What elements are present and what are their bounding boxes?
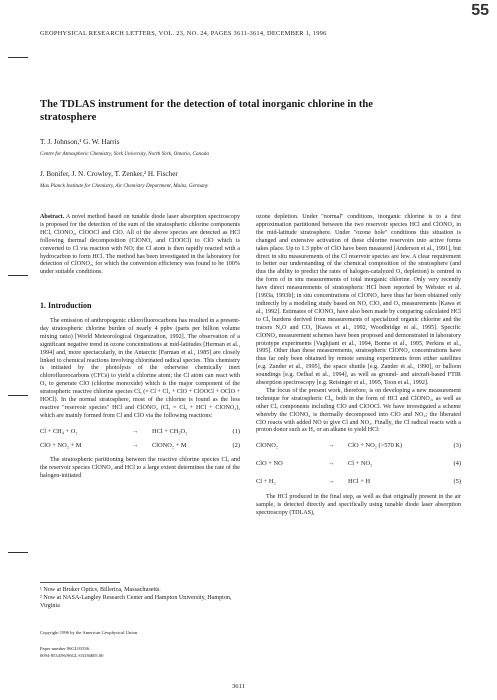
author-block-2 — [40, 170, 208, 189]
abstract — [40, 214, 240, 277]
author-names: T. J. Johnson,¹ G. W. Harris — [40, 138, 120, 146]
running-head — [40, 30, 455, 37]
arrow: → — [328, 478, 335, 486]
author-affiliation: Max Planck Institute for Chemistry, Air Chemistry Department, Mainz, Germany — [40, 183, 209, 189]
equation-lhs: Cl + CH₄ + O₂ — [40, 427, 78, 435]
equation-lhs: Cl + H₂ — [256, 478, 276, 486]
handwritten-page-mark: 55 — [471, 2, 489, 19]
equation-number: (2) — [232, 441, 240, 449]
right-column — [256, 214, 461, 518]
paragraph: The emission of anthropogenic chlorofluorocarbons has resulted in a present-day stratospheric chlorine burden of nearly 4 ppbv (parts per billion volume mixing ratio) [World Meteorological Organization, 1992]. The observation of a significant negative trend in ozone concentrations at mid-latitudes [Herman et al., 1994] and, more spectacularly, in the Antarctic [Farman et al., 1985] are closely linked to chemical reactions involving chlorinated radical species. This chemistry is initiated by the photolysis of the otherwise chemically inert chlorofluorocarbons (CFCs) to yield a chlorine atom; the Cl atom can react with O₃ to generate ClO (chlorine monoxide) which is the major component of the stratospheric reactive chlorine species Clₓ (= Cl + Cl₂ + ClO + ClOOCl + OClO + HOCl). In the normal stratosphere, most of the chlorine is found as the less reactive "reservoir species" HCl and ClONO₂ (Clᵧ = Clₓ + HCl + ClONO₂), which are mainly formed from Cl and ClO via the following reactions: — [40, 318, 240, 419]
footnote-1: ¹ Now at Bruker Optics, Billerica, Massachusetts. — [40, 587, 161, 593]
equation-3 — [256, 442, 461, 451]
author-block-1 — [40, 138, 209, 157]
margin-mark — [8, 552, 28, 554]
equation-5 — [256, 478, 461, 487]
journal-citation: GEOPHYSICAL RESEARCH LETTERS, VOL. 23, NO. 24, PAGES 3611-3614, DECEMBER 1, 1996 — [40, 30, 327, 37]
margin-mark — [8, 275, 28, 277]
abstract-text: A novel method based on tunable diode laser absorption spectroscopy is proposed for the detection of the sum of the stratospheric chlorine components HCl, ClONO₂, ClOOCl and ClO. All of the above species are detected as HCl following thermal decomposition (ClONO₂ and ClOOCl) to ClO which is converted to Cl via reaction with NO; the Cl atom is then rapidly reacted with a hydrocarbon to form HCl. The method has been investigated in the laboratory for detection of ClONO₂, for which the conversion efficiency was found to be 100% under suitable conditions. — [40, 214, 240, 276]
equation-rhs: HCl + H — [348, 478, 371, 486]
equation-number: (4) — [453, 460, 461, 468]
arrow: → — [328, 442, 335, 450]
equation-rhs: ClO + NO₂ (>570 K) — [348, 442, 403, 450]
footnotes — [40, 586, 240, 610]
arrow: → — [132, 441, 139, 449]
equation-rhs: HCl + CH₃O₂ — [152, 427, 188, 435]
equation-lhs: ClO + NO — [256, 460, 283, 468]
equation-rhs: Cl + NO₂ — [348, 460, 373, 468]
paper-title: The TDLAS instrument for the detection of total inorganic chlorine in the stratosphere — [40, 99, 374, 123]
margin-mark — [8, 57, 28, 59]
copyright: Copyright 1996 by the American Geophysical Union. — [40, 630, 139, 635]
arrow: → — [328, 460, 335, 468]
arrow: → — [132, 427, 139, 435]
equation-2 — [40, 442, 240, 451]
equation-4 — [256, 460, 461, 469]
equation-number: (3) — [453, 442, 461, 450]
author-affiliation: Centre for Atmospheric Chemistry, York University, North York, Ontario, Canada — [40, 151, 209, 157]
paragraph: The HCl produced in the final step, as well as that originally present in the air sample, is detected directly and specifically using tunable diode laser absorption spectroscopy (TDLAS), — [256, 494, 461, 517]
footnote-2: ² Now at NASA-Langley Research Center and Hampton University, Hampton, Virginia — [40, 595, 232, 609]
paragraph: ozone depletion. Under "normal" conditions, inorganic chlorine is to a first approximation partitioned between the two reservoir species HCl and ClONO₂ in the mid-latitude stratosphere. Under "ozone hole" conditions this situation is changed and extensive activation of these chlorine reservoirs into active forms takes place. Up to 1.3 ppbv of ClO have been measured [Anderson et al., 1991], but direct in situ measurements of the Cl reservoir species are few. A clear requirement to better our understanding of the chemical composition of the stratosphere (and thus the ability to predict the rates of halogen-catalyzed O₃ depletion) is centred in the form of in situ measurements of total inorganic chlorine. Only very recently have direct measurements of stratospheric HCl been reported by Webster et al. [1993a, 1993b]; in situ concentrations of ClONO₂ have thus far been obtained only indirectly by a modeling study based on NO, ClO, and O₃ measurements [Kawa et al., 1992]. Estimates of ClONO₂ have also been made by comparing calculated HCl to Clᵧ burdens derived from measurements of specialized organic chlorine and the tracers N₂O and CO₂ [Kawa et al., 1992, Woodbridge et al., 1995]. Specific ClONO₂ measurement schemes have been proposed and demonstrated in laboratory prototype experiments [Vaghjiani et al., 1994, Bonne et al., 1995, Perkins et al., 1995]. Other than these measurements, stratospheric ClONO₂ concentrations have thus far only been obtained by remote sensing experiments from either satellites [e.g. Zander et al., 1995], the space shuttle [e.g. Zander et al., 1990], or balloon soundings [e.g. Oelhaf et al., 1994], as well as ground- and aircraft-based FTIR absorption spectroscopy [e.g. Reisinger et al., 1995, Toon et al., 1992]. — [256, 214, 461, 387]
equation-rhs: ClONO₂ + M — [152, 441, 187, 449]
abstract-label: Abstract. — [40, 214, 65, 220]
equation-1 — [40, 428, 240, 437]
equation-lhs: ClONO₂ — [256, 442, 279, 450]
footnote-rule — [40, 582, 120, 583]
margin-mark — [8, 395, 28, 397]
equation-number: (5) — [453, 478, 461, 486]
section-heading: 1. Introduction — [40, 301, 92, 310]
equation-number: (1) — [232, 427, 240, 435]
equation-lhs: ClO + NO₂ + M — [40, 441, 82, 449]
paragraph: The stratospheric partitioning between the reactive chlorine species Clₓ and the reservoir species ClONO₂ and HCl to a large extent determines the rate of the halogen-initiated — [40, 456, 240, 479]
left-column — [40, 318, 240, 481]
page-number: 3611 — [232, 683, 245, 690]
issn: 0094-8534/96/96GL-03336$05.00 — [40, 653, 104, 658]
author-names: J. Bonifer, J. N. Crowley, T. Zenker,² H. Fischer — [40, 170, 178, 178]
paragraph: The focus of the present work, therefore, is on developing a new measurement technique for stratospheric Clᵧ, both in the form of HCl and ClONO₂, as well as other Clₓ components including ClO and ClOOCl. We have investigated a scheme whereby the ClONO₂ is thermally decomposed into ClO and NO₂; the liberated ClO reacts with added NO to give Cl and NO₂. Finally, the Cl radical reacts with a proton donor such as H₂ or an alkane to yield HCl: — [256, 387, 461, 434]
paper-number: Paper number 96GL03336. — [40, 646, 91, 651]
